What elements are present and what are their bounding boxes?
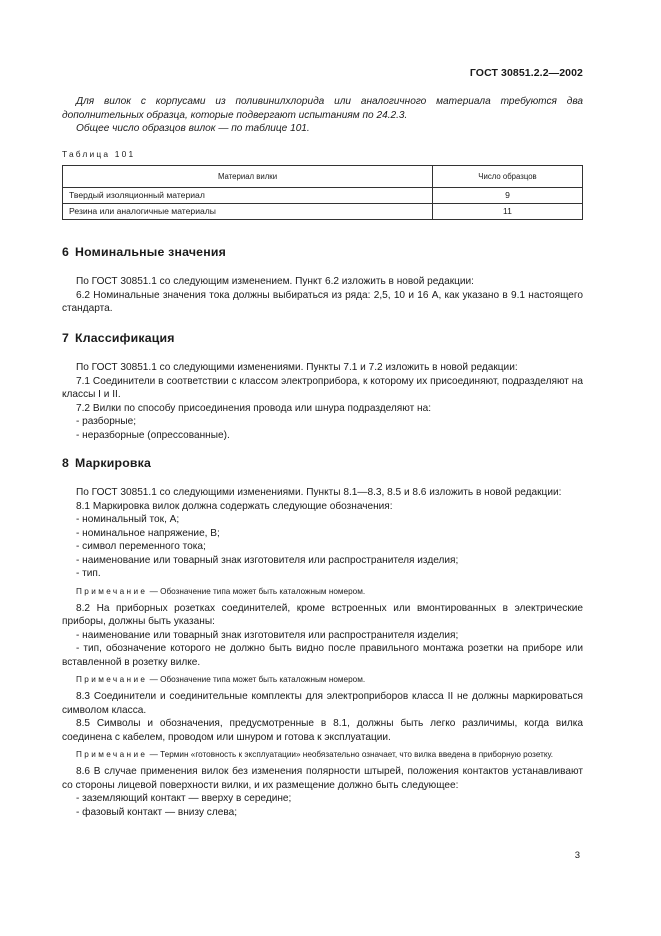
note-label: Примечание — [76, 750, 148, 759]
table-cell-count: 9 — [433, 188, 583, 204]
note-3 — [62, 749, 583, 760]
table-header-row — [63, 166, 583, 188]
section-7-heading — [62, 332, 583, 346]
list-item: - номинальный ток, А; — [76, 514, 180, 525]
list-item: - тип, обозначение которого не должно быть видно после правильного монтажа розетки на приборе или вставленной в розетку вилке. — [62, 643, 583, 668]
section-6-heading — [62, 246, 583, 260]
section-7-title: Классификация — [75, 331, 175, 345]
section-6-body — [62, 275, 583, 316]
section-8-body — [62, 486, 583, 819]
note-text: — Обозначение типа может быть каталожным номером. — [147, 586, 366, 596]
table-header-material: Материал вилки — [63, 166, 433, 188]
note-1 — [62, 586, 583, 597]
list-item: - тип. — [76, 568, 101, 579]
section-7-paragraph-2: 7.1 Соединители в соответствии с классом электроприбора, к которому их присоединяют, подразделяют на классы I и II. — [62, 375, 583, 400]
table-cell-material: Резина или аналогичные материалы — [63, 204, 433, 220]
table-cell-material: Твердый изоляционный материал — [63, 188, 433, 204]
section-8-paragraph-5: 8.5 Символы и обозначения, предусмотренные в 8.1, должны быть легко различимы, когда вилка соединена с кабелем, проводом или шнуром и готова к эксплуатации. — [62, 718, 583, 743]
table-row — [63, 204, 583, 220]
section-7-paragraph-3: 7.2 Вилки по способу присоединения провода или шнура подразделяют на: — [76, 402, 432, 414]
list-item: - наименование или товарный знак изготовителя или распространителя изделия; — [76, 554, 459, 566]
section-6-paragraph-1: По ГОСТ 30851.1 со следующим изменением. Пункт 6.2 изложить в новой редакции: — [76, 276, 474, 287]
section-8-paragraph-6: 8.6 В случае применения вилок без изменения полярности штырей, положения контактов устанавливают со стороны лицевой поверхности вилки, и их размещение должно быть следующее: — [62, 766, 583, 791]
list-item: - фазовый контакт — внизу слева; — [76, 806, 238, 818]
note-2 — [62, 674, 583, 685]
list-item: - символ переменного тока; — [76, 541, 206, 552]
list-item: - номинальное напряжение, В; — [76, 527, 220, 539]
table-caption: Таблица 101 — [62, 149, 136, 159]
list-item: - неразборные (опрессованные). — [76, 429, 230, 441]
note-text: — Термин «готовность к эксплуатации» необязательно означает, что вилка введена в приборную розетку. — [147, 750, 554, 759]
section-8-paragraph-4: 8.3 Соединители и соединительные комплекты для электроприборов класса II не должны маркироваться символом класса. — [62, 691, 583, 716]
section-7-paragraph-1: По ГОСТ 30851.1 со следующими изменениями. Пункты 7.1 и 7.2 изложить в новой редакции: — [76, 362, 518, 373]
note-label: Примечание — [76, 586, 148, 596]
intro-paragraph-1: Для вилок с корпусами из поливинилхлорида или аналогичного материала требуются два дополнительных образца, которые подвергают испытаниям по 24.2.3. — [62, 96, 583, 121]
list-item: - наименование или товарный знак изготовителя или распространителя изделия; — [76, 629, 459, 641]
section-8-title: Маркировка — [75, 456, 152, 470]
section-8-paragraph-3: 8.2 На приборных розетках соединителей, кроме встроенных или вмонтированных в электрические приборы, должны быть указаны: — [62, 602, 583, 627]
section-6-number: 6 — [62, 245, 70, 259]
table-header-count: Число образцов — [433, 166, 583, 188]
intro-block — [62, 95, 583, 136]
section-8-paragraph-2: 8.1 Маркировка вилок должна содержать следующие обозначения: — [76, 500, 393, 512]
note-text: — Обозначение типа может быть каталожным номером. — [147, 675, 366, 684]
note-label: Примечание — [76, 675, 148, 684]
section-7-body — [62, 361, 583, 442]
section-8-paragraph-1: По ГОСТ 30851.1 со следующими изменениями. Пункты 8.1—8.3, 8.5 и 8.6 изложить в новой редакции: — [76, 487, 562, 498]
section-7-number: 7 — [62, 331, 70, 345]
table-row — [63, 188, 583, 204]
page-number: 3 — [574, 850, 580, 861]
intro-paragraph-2: Общее число образцов вилок — по таблице 101. — [76, 123, 310, 134]
table-cell-count: 11 — [433, 204, 583, 220]
table-101 — [62, 165, 583, 220]
list-item: - разборные; — [76, 416, 137, 427]
document-code: ГОСТ 30851.2.2—2002 — [469, 67, 583, 79]
section-8-heading — [62, 457, 583, 471]
section-6-paragraph-2: 6.2 Номинальные значения тока должны выбираться из ряда: 2,5, 10 и 16 А, как указано в 9.1 настоящего стандарта. — [62, 289, 583, 314]
list-item: - заземляющий контакт — вверху в середине; — [76, 793, 292, 804]
section-6-title: Номинальные значения — [75, 245, 226, 259]
section-8-number: 8 — [62, 456, 70, 470]
